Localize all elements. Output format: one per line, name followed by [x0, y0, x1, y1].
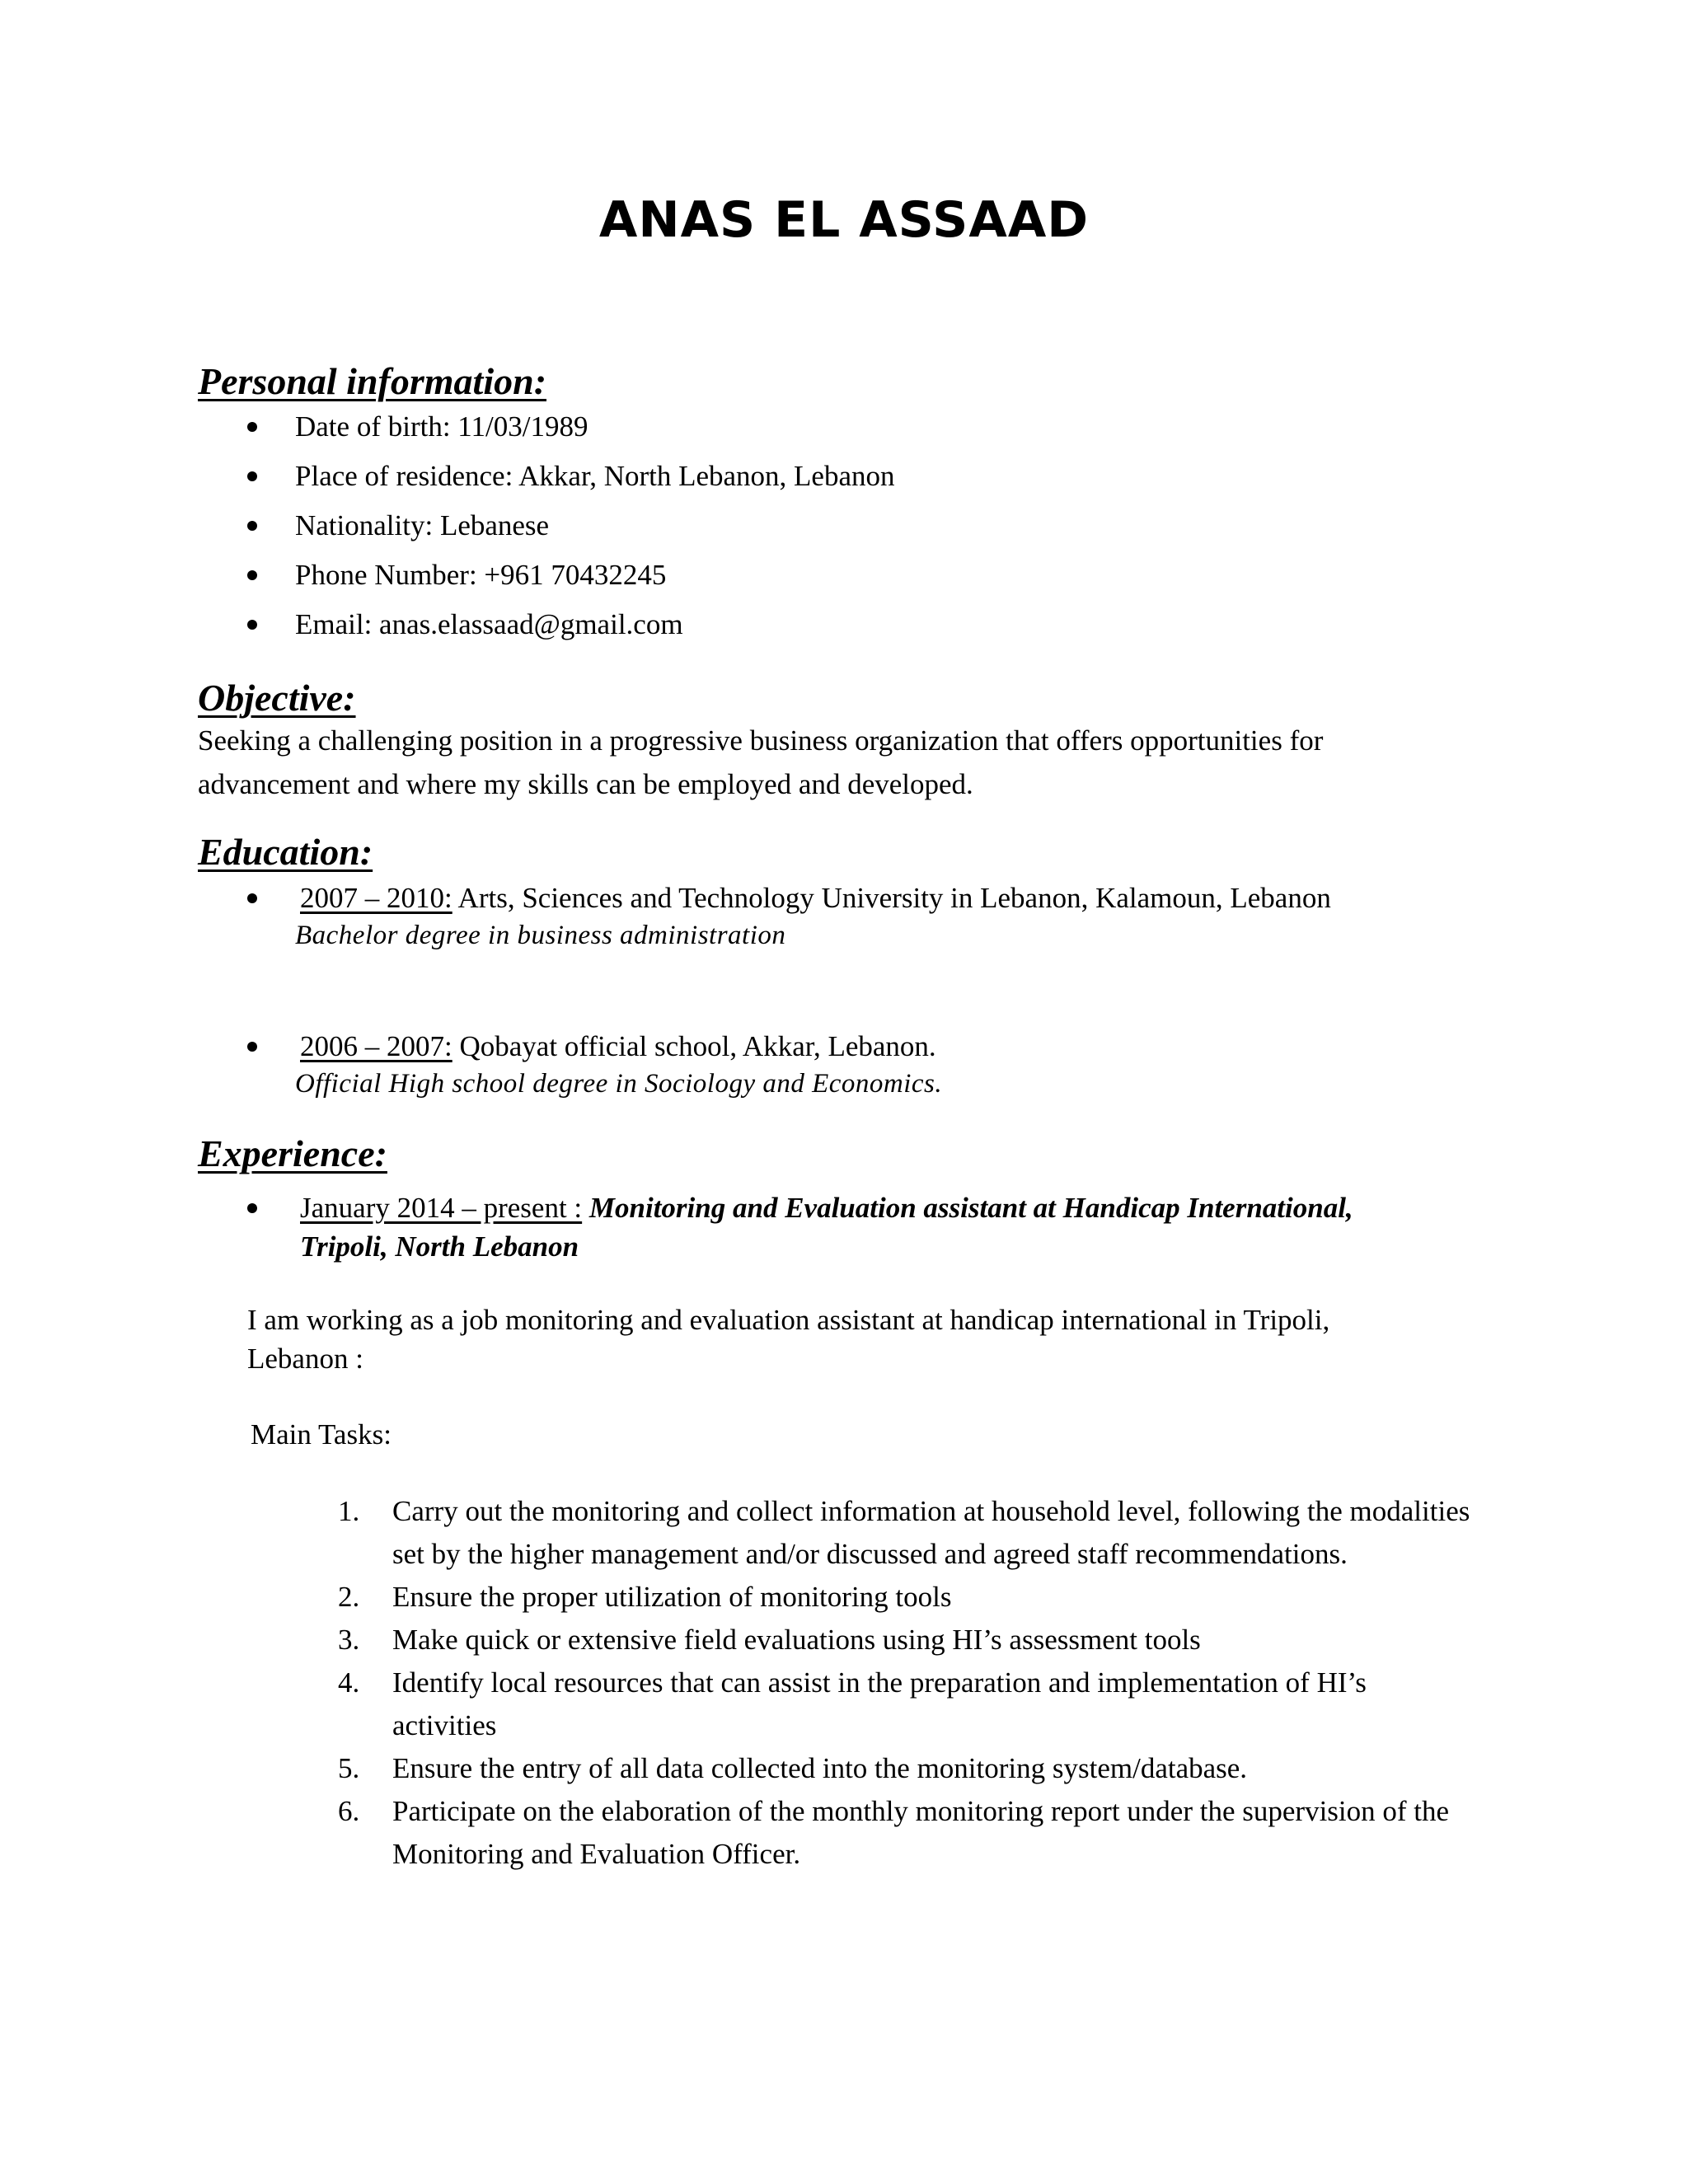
task-text: Ensure the proper utilization of monitoring tools [392, 1581, 952, 1613]
task-text: Carry out the monitoring and collect information at household level, following the modalities set by the higher management and/or discussed and agreed staff recommendations. [392, 1495, 1470, 1570]
task-text: Identify local resources that can assist in the preparation and implementation of HI’s activities [392, 1666, 1367, 1741]
task-text: Ensure the entry of all data collected into the monitoring system/database. [392, 1752, 1248, 1784]
education-degree: Bachelor degree in business administration [295, 921, 786, 950]
personal-info-heading: Personal information: [198, 360, 547, 402]
experience-item [247, 1188, 1401, 1266]
task-number: 2. [338, 1581, 360, 1613]
main-tasks-list [338, 1490, 1475, 1876]
education-institution: Qobayat official school, Akkar, Lebanon. [452, 1030, 936, 1062]
list-item [338, 1490, 1475, 1576]
bullet-icon [247, 1203, 257, 1213]
bullet-icon [247, 471, 257, 481]
experience-description: I am working as a job monitoring and evaluation assistant at handicap international in Tripoli, Lebanon : [247, 1304, 1330, 1375]
education-institution: Arts, Sciences and Technology University in Lebanon, Kalamoun, Lebanon [452, 882, 1331, 914]
bullet-icon [247, 620, 257, 630]
list-item [247, 410, 895, 460]
task-number: 3. [338, 1624, 360, 1656]
main-tasks-label: Main Tasks: [251, 1418, 392, 1451]
education-degree: Official High school degree in Sociology and Economics. [295, 1069, 943, 1099]
task-text: Make quick or extensive field evaluations using HI’s assessment tools [392, 1624, 1201, 1656]
objective-heading: Objective: [198, 677, 356, 719]
list-item [338, 1661, 1475, 1747]
list-item [338, 1790, 1475, 1876]
task-number: 1. [338, 1495, 360, 1527]
bullet-icon [247, 570, 257, 580]
education-period: 2007 – 2010: [300, 882, 452, 914]
bullet-icon [247, 521, 257, 531]
task-number: 6. [338, 1795, 360, 1827]
list-item [247, 509, 895, 559]
list-item [247, 460, 895, 509]
list-item [338, 1747, 1475, 1790]
bullet-icon [247, 1042, 257, 1052]
task-text: Participate on the elaboration of the monthly monitoring report under the supervision of the Monitoring and Evaluation Officer. [392, 1795, 1450, 1870]
task-number: 5. [338, 1752, 360, 1784]
experience-period: January 2014 – present : [300, 1192, 583, 1224]
personal-info-list [247, 410, 895, 658]
list-item [247, 608, 895, 658]
resume-name: ANAS EL ASSAAD [598, 191, 1090, 249]
date-of-birth: Date of birth: 11/03/1989 [295, 410, 588, 443]
bullet-icon [247, 422, 257, 432]
list-item [247, 559, 895, 608]
list-item [338, 1619, 1475, 1661]
education-period: 2006 – 2007: [300, 1030, 452, 1062]
nationality: Nationality: Lebanese [295, 509, 550, 541]
experience-heading: Experience: [198, 1132, 387, 1174]
bullet-icon [247, 893, 257, 903]
task-number: 4. [338, 1666, 360, 1699]
education-item [247, 1027, 1442, 1102]
phone-number: Phone Number: +961 70432245 [295, 559, 667, 591]
education-heading: Education: [198, 831, 373, 873]
education-item [247, 879, 1442, 954]
place-of-residence: Place of residence: Akkar, North Lebanon, Lebanon [295, 460, 895, 492]
experience-role: Monitoring and Evaluation assistant at Handicap International, Tripoli, North Lebanon [300, 1192, 1353, 1263]
objective-text: Seeking a challenging position in a progressive business organization that offers opportunities for advancement and where my skills can be employed and developed. [198, 724, 1324, 800]
list-item [338, 1576, 1475, 1619]
email: Email: anas.elassaad@gmail.com [295, 608, 683, 640]
